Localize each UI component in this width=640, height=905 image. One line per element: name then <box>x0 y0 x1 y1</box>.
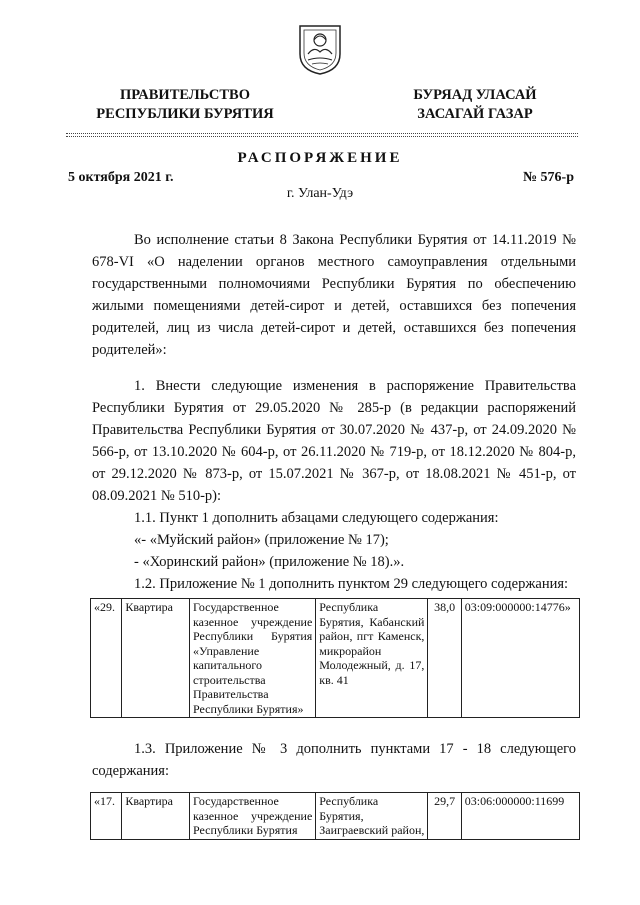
document-number: № 576-р <box>522 170 574 185</box>
cell-address: Республика Бурятия, Заиграевский район, <box>316 793 428 840</box>
document-title: РАСПОРЯЖЕНИЕ <box>237 150 403 166</box>
cell-number: «29. <box>91 599 122 718</box>
document-date: 5 октября 2021 г. <box>68 170 174 185</box>
coat-of-arms-emblem <box>296 20 344 76</box>
item-1-1-paragraph: 1.1. Пункт 1 дополнить абзацами следующего содержания: <box>134 510 499 526</box>
item-1-3-paragraph: 1.3. Приложение № 3 дополнить пунктами 17 - 18 следующего содержания: <box>92 741 576 779</box>
header-right-line1: БУРЯАД УЛАСАЙ <box>413 87 537 103</box>
item-1-paragraph: 1. Внести следующие изменения в распоряжение Правительства Республики Бурятия от 29.05.2020 № 285-р (в редакции распоряжений Правительства Республики Бурятия от 30.07.2020 № 437-р, от 24.09.2020 № 566-р, от 13.10.2020 № 604-р, от 26.11.2020 № 719-р, от 18.12.2020 № 804-р, от 29.12.2020 № 873-р, от 15.07.2021 № 367-р, от 18.08.2021 № 451-р, от 08.09.2021 № 510-р): <box>92 378 576 504</box>
cell-area: 29,7 <box>428 793 461 840</box>
document-city: г. Улан-Удэ <box>286 186 354 201</box>
table-row <box>91 599 580 718</box>
item-1-1-a-paragraph: «- «Муйский район» (приложение № 17); <box>134 532 389 548</box>
cell-owner: Государственное казенное учреждение Республики Бурятия <box>190 793 316 840</box>
property-table-2 <box>90 792 580 840</box>
item-1-1-b-paragraph: - «Хоринский район» (приложение № 18).». <box>134 554 405 570</box>
table-row <box>91 793 580 840</box>
document-body <box>92 229 576 595</box>
header-divider-second <box>66 136 578 137</box>
header-divider <box>66 133 578 134</box>
header-left <box>90 86 280 124</box>
header-left-line1: ПРАВИТЕЛЬСТВО <box>120 87 250 103</box>
cell-cadastral: 03:09:000000:14776» <box>461 599 579 718</box>
document-body-continued <box>92 738 576 782</box>
property-table-1 <box>90 598 580 718</box>
header-left-line2: РЕСПУБЛИКИ БУРЯТИЯ <box>96 106 274 122</box>
cell-number: «17. <box>91 793 122 840</box>
cell-owner: Государственное казенное учреждение Республики Бурятия «Управление капитального строительства Правительства Республики Бурятия» <box>190 599 316 718</box>
header-right <box>390 86 560 124</box>
cell-area: 38,0 <box>428 599 461 718</box>
cell-address: Республика Бурятия, Кабанский район, пгт Каменск, микрорайон Молодежный, д. 17, кв. 41 <box>316 599 428 718</box>
cell-cadastral: 03:06:000000:11699 <box>461 793 579 840</box>
header-right-line2: ЗАСАГАЙ ГАЗАР <box>417 106 533 122</box>
item-1-2-paragraph: 1.2. Приложение № 1 дополнить пунктом 29 следующего содержания: <box>134 576 569 592</box>
preamble-paragraph: Во исполнение статьи 8 Закона Республики Бурятия от 14.11.2019 № 678-VI «О наделении органов местного самоуправления отдельными государственными полномочиями Республики Бурятия по обеспечению жилыми помещениями детей-сирот и детей, оставшихся без попечения родителей, лиц из числа детей-сирот и детей, оставшихся без попечения родителей»: <box>92 232 576 358</box>
cell-type: Квартира <box>122 599 190 718</box>
cell-type: Квартира <box>122 793 190 840</box>
